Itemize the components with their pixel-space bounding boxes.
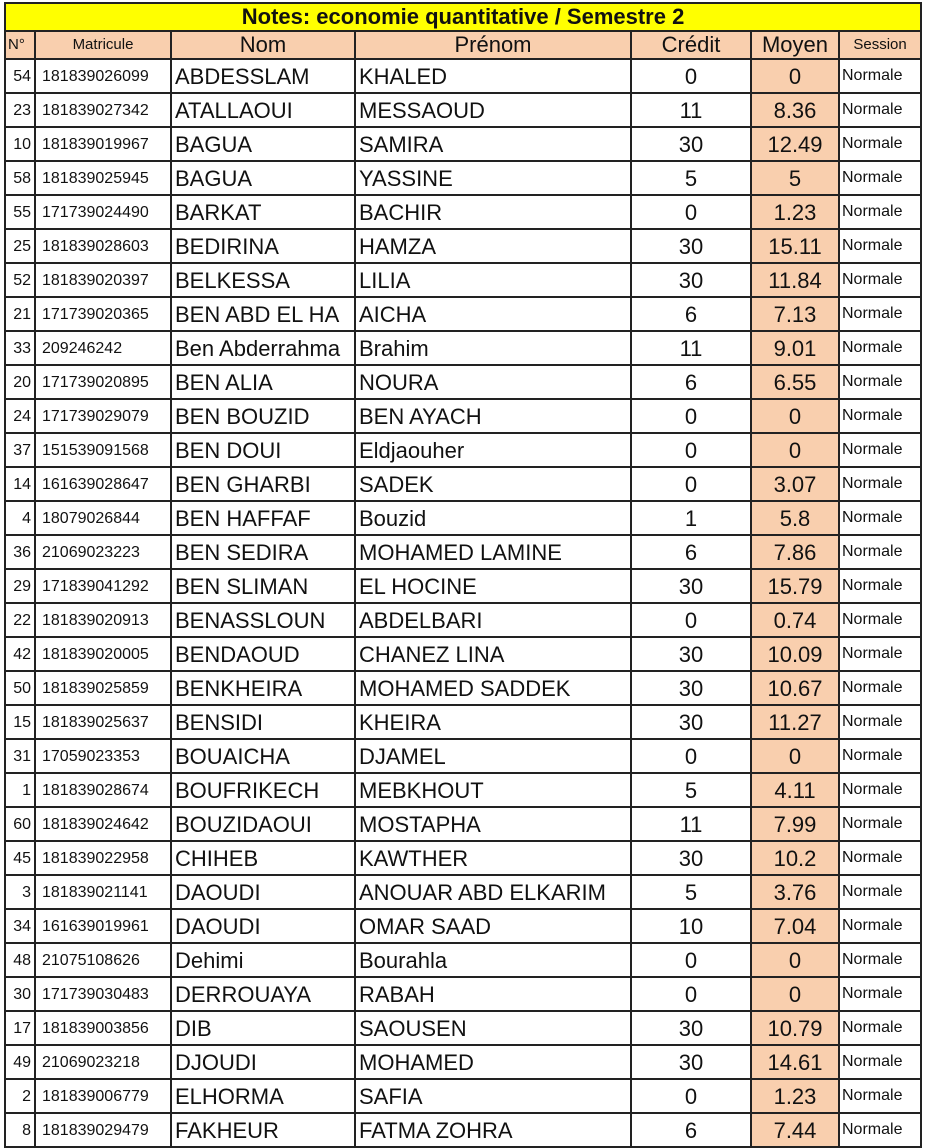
cell-nom: DERROUAYA xyxy=(171,977,355,1011)
cell-matricule: 181839006779 xyxy=(35,1079,171,1113)
cell-moyen: 15.79 xyxy=(751,569,839,603)
table-row xyxy=(5,297,921,331)
cell-nom: DAOUDI xyxy=(171,875,355,909)
cell-moyen: 0 xyxy=(751,399,839,433)
cell-prenom: OMAR SAAD xyxy=(355,909,631,943)
cell-prenom: FATMA ZOHRA xyxy=(355,1113,631,1147)
cell-matricule: 171739024490 xyxy=(35,195,171,229)
cell-session: Normale xyxy=(839,603,921,637)
header-credit: Crédit xyxy=(631,31,751,59)
table-row xyxy=(5,909,921,943)
table-row xyxy=(5,1079,921,1113)
cell-nom: ATALLAOUI xyxy=(171,93,355,127)
cell-nom: BENDAOUD xyxy=(171,637,355,671)
cell-nom: BEN BOUZID xyxy=(171,399,355,433)
sheet-title: Notes: economie quantitative / Semestre 2 xyxy=(5,3,921,31)
cell-credit: 0 xyxy=(631,195,751,229)
cell-session: Normale xyxy=(839,739,921,773)
cell-moyen: 0 xyxy=(751,739,839,773)
cell-nom: ELHORMA xyxy=(171,1079,355,1113)
cell-prenom: AICHA xyxy=(355,297,631,331)
cell-matricule: 181839029479 xyxy=(35,1113,171,1147)
cell-session: Normale xyxy=(839,943,921,977)
table-row xyxy=(5,195,921,229)
cell-nom: BEN GHARBI xyxy=(171,467,355,501)
cell-num: 22 xyxy=(5,603,35,637)
cell-moyen: 10.79 xyxy=(751,1011,839,1045)
cell-prenom: ABDELBARI xyxy=(355,603,631,637)
table-row xyxy=(5,161,921,195)
cell-session: Normale xyxy=(839,297,921,331)
cell-nom: BOUFRIKECH xyxy=(171,773,355,807)
cell-prenom: RABAH xyxy=(355,977,631,1011)
cell-nom: BENKHEIRA xyxy=(171,671,355,705)
cell-matricule: 171839041292 xyxy=(35,569,171,603)
cell-session: Normale xyxy=(839,59,921,93)
cell-num: 2 xyxy=(5,1079,35,1113)
cell-num: 37 xyxy=(5,433,35,467)
cell-credit: 10 xyxy=(631,909,751,943)
table-row xyxy=(5,705,921,739)
cell-nom: DAOUDI xyxy=(171,909,355,943)
cell-credit: 30 xyxy=(631,1045,751,1079)
cell-session: Normale xyxy=(839,909,921,943)
cell-credit: 11 xyxy=(631,807,751,841)
cell-matricule: 21069023223 xyxy=(35,535,171,569)
cell-session: Normale xyxy=(839,807,921,841)
cell-nom: BELKESSA xyxy=(171,263,355,297)
cell-nom: BEN SLIMAN xyxy=(171,569,355,603)
cell-credit: 0 xyxy=(631,59,751,93)
cell-moyen: 7.04 xyxy=(751,909,839,943)
cell-prenom: MOHAMED SADDEK xyxy=(355,671,631,705)
cell-nom: Dehimi xyxy=(171,943,355,977)
cell-matricule: 181839025859 xyxy=(35,671,171,705)
cell-prenom: MOHAMED xyxy=(355,1045,631,1079)
table-row xyxy=(5,637,921,671)
cell-nom: BOUAICHA xyxy=(171,739,355,773)
cell-matricule: 181839003856 xyxy=(35,1011,171,1045)
cell-credit: 30 xyxy=(631,637,751,671)
cell-matricule: 171739020895 xyxy=(35,365,171,399)
cell-matricule: 171739030483 xyxy=(35,977,171,1011)
cell-prenom: KHALED xyxy=(355,59,631,93)
cell-matricule: 18079026844 xyxy=(35,501,171,535)
cell-num: 34 xyxy=(5,909,35,943)
cell-credit: 0 xyxy=(631,977,751,1011)
table-row xyxy=(5,977,921,1011)
cell-nom: BEN SEDIRA xyxy=(171,535,355,569)
cell-credit: 0 xyxy=(631,943,751,977)
table-row xyxy=(5,501,921,535)
cell-matricule: 171739020365 xyxy=(35,297,171,331)
cell-credit: 0 xyxy=(631,739,751,773)
cell-credit: 1 xyxy=(631,501,751,535)
cell-session: Normale xyxy=(839,875,921,909)
cell-prenom: SADEK xyxy=(355,467,631,501)
cell-num: 50 xyxy=(5,671,35,705)
cell-matricule: 171739029079 xyxy=(35,399,171,433)
cell-prenom: KHEIRA xyxy=(355,705,631,739)
cell-num: 45 xyxy=(5,841,35,875)
cell-num: 10 xyxy=(5,127,35,161)
cell-nom: BAGUA xyxy=(171,127,355,161)
cell-prenom: MOSTAPHA xyxy=(355,807,631,841)
cell-matricule: 181839019967 xyxy=(35,127,171,161)
cell-num: 52 xyxy=(5,263,35,297)
cell-credit: 30 xyxy=(631,569,751,603)
cell-num: 33 xyxy=(5,331,35,365)
cell-moyen: 4.11 xyxy=(751,773,839,807)
header-prenom: Prénom xyxy=(355,31,631,59)
cell-prenom: HAMZA xyxy=(355,229,631,263)
cell-num: 48 xyxy=(5,943,35,977)
cell-session: Normale xyxy=(839,977,921,1011)
cell-matricule: 151539091568 xyxy=(35,433,171,467)
cell-num: 30 xyxy=(5,977,35,1011)
cell-prenom: NOURA xyxy=(355,365,631,399)
cell-moyen: 0 xyxy=(751,977,839,1011)
cell-prenom: Bouzid xyxy=(355,501,631,535)
cell-session: Normale xyxy=(839,433,921,467)
cell-prenom: DJAMEL xyxy=(355,739,631,773)
cell-credit: 5 xyxy=(631,875,751,909)
cell-matricule: 181839020913 xyxy=(35,603,171,637)
cell-nom: BENASSLOUN xyxy=(171,603,355,637)
cell-prenom: CHANEZ LINA xyxy=(355,637,631,671)
cell-session: Normale xyxy=(839,569,921,603)
cell-prenom: SAMIRA xyxy=(355,127,631,161)
table-row xyxy=(5,807,921,841)
table-row xyxy=(5,875,921,909)
cell-nom: BEN ABD EL HA xyxy=(171,297,355,331)
cell-session: Normale xyxy=(839,1011,921,1045)
cell-nom: DIB xyxy=(171,1011,355,1045)
cell-session: Normale xyxy=(839,93,921,127)
table-row xyxy=(5,773,921,807)
table-row xyxy=(5,671,921,705)
table-row xyxy=(5,399,921,433)
cell-session: Normale xyxy=(839,671,921,705)
cell-moyen: 15.11 xyxy=(751,229,839,263)
table-row xyxy=(5,841,921,875)
cell-nom: BEN HAFFAF xyxy=(171,501,355,535)
cell-session: Normale xyxy=(839,841,921,875)
cell-prenom: Bourahla xyxy=(355,943,631,977)
cell-session: Normale xyxy=(839,365,921,399)
header-matricule: Matricule xyxy=(35,31,171,59)
cell-nom: BOUZIDAOUI xyxy=(171,807,355,841)
cell-num: 42 xyxy=(5,637,35,671)
cell-moyen: 10.2 xyxy=(751,841,839,875)
cell-moyen: 9.01 xyxy=(751,331,839,365)
cell-credit: 11 xyxy=(631,331,751,365)
table-row xyxy=(5,127,921,161)
cell-num: 23 xyxy=(5,93,35,127)
cell-prenom: SAOUSEN xyxy=(355,1011,631,1045)
cell-credit: 30 xyxy=(631,705,751,739)
table-row xyxy=(5,263,921,297)
table-row xyxy=(5,331,921,365)
cell-session: Normale xyxy=(839,637,921,671)
cell-moyen: 7.44 xyxy=(751,1113,839,1147)
grades-table xyxy=(4,2,922,1148)
cell-num: 24 xyxy=(5,399,35,433)
cell-moyen: 14.61 xyxy=(751,1045,839,1079)
cell-nom: BEDIRINA xyxy=(171,229,355,263)
cell-session: Normale xyxy=(839,263,921,297)
cell-moyen: 3.76 xyxy=(751,875,839,909)
cell-num: 3 xyxy=(5,875,35,909)
cell-credit: 30 xyxy=(631,229,751,263)
cell-prenom: MOHAMED LAMINE xyxy=(355,535,631,569)
cell-session: Normale xyxy=(839,229,921,263)
cell-prenom: LILIA xyxy=(355,263,631,297)
cell-session: Normale xyxy=(839,1079,921,1113)
cell-num: 17 xyxy=(5,1011,35,1045)
cell-matricule: 21069023218 xyxy=(35,1045,171,1079)
cell-credit: 11 xyxy=(631,93,751,127)
cell-credit: 5 xyxy=(631,773,751,807)
table-row xyxy=(5,93,921,127)
cell-prenom: Brahim xyxy=(355,331,631,365)
header-session: Session xyxy=(839,31,921,59)
cell-prenom: YASSINE xyxy=(355,161,631,195)
cell-nom: CHIHEB xyxy=(171,841,355,875)
cell-credit: 30 xyxy=(631,841,751,875)
table-row xyxy=(5,739,921,773)
cell-moyen: 8.36 xyxy=(751,93,839,127)
cell-nom: BARKAT xyxy=(171,195,355,229)
header-nom: Nom xyxy=(171,31,355,59)
cell-credit: 0 xyxy=(631,603,751,637)
cell-num: 60 xyxy=(5,807,35,841)
cell-credit: 6 xyxy=(631,365,751,399)
cell-prenom: EL HOCINE xyxy=(355,569,631,603)
cell-credit: 6 xyxy=(631,297,751,331)
cell-matricule: 21075108626 xyxy=(35,943,171,977)
cell-session: Normale xyxy=(839,331,921,365)
table-row xyxy=(5,1113,921,1147)
cell-credit: 30 xyxy=(631,671,751,705)
cell-moyen: 0.74 xyxy=(751,603,839,637)
cell-moyen: 5 xyxy=(751,161,839,195)
cell-credit: 0 xyxy=(631,399,751,433)
cell-credit: 30 xyxy=(631,1011,751,1045)
cell-moyen: 11.27 xyxy=(751,705,839,739)
cell-session: Normale xyxy=(839,535,921,569)
cell-nom: DJOUDI xyxy=(171,1045,355,1079)
cell-num: 15 xyxy=(5,705,35,739)
cell-matricule: 181839025945 xyxy=(35,161,171,195)
cell-session: Normale xyxy=(839,467,921,501)
table-row xyxy=(5,535,921,569)
cell-num: 31 xyxy=(5,739,35,773)
cell-matricule: 181839024642 xyxy=(35,807,171,841)
table-row xyxy=(5,603,921,637)
cell-session: Normale xyxy=(839,501,921,535)
cell-num: 25 xyxy=(5,229,35,263)
title-row xyxy=(5,3,921,31)
cell-credit: 0 xyxy=(631,433,751,467)
cell-matricule: 181839028603 xyxy=(35,229,171,263)
cell-session: Normale xyxy=(839,195,921,229)
cell-session: Normale xyxy=(839,161,921,195)
cell-prenom: MESSAOUD xyxy=(355,93,631,127)
table-row xyxy=(5,433,921,467)
cell-num: 54 xyxy=(5,59,35,93)
cell-session: Normale xyxy=(839,1113,921,1147)
cell-prenom: SAFIA xyxy=(355,1079,631,1113)
cell-matricule: 161639019961 xyxy=(35,909,171,943)
cell-matricule: 181839020005 xyxy=(35,637,171,671)
cell-num: 14 xyxy=(5,467,35,501)
cell-nom: ABDESSLAM xyxy=(171,59,355,93)
cell-moyen: 0 xyxy=(751,59,839,93)
cell-num: 8 xyxy=(5,1113,35,1147)
header-num: N° xyxy=(5,31,35,59)
header-moyen: Moyen xyxy=(751,31,839,59)
cell-moyen: 0 xyxy=(751,943,839,977)
cell-prenom: Eldjaouher xyxy=(355,433,631,467)
table-row xyxy=(5,59,921,93)
cell-num: 58 xyxy=(5,161,35,195)
cell-prenom: BEN AYACH xyxy=(355,399,631,433)
cell-num: 55 xyxy=(5,195,35,229)
cell-credit: 30 xyxy=(631,127,751,161)
table-row xyxy=(5,1045,921,1079)
cell-moyen: 3.07 xyxy=(751,467,839,501)
cell-matricule: 17059023353 xyxy=(35,739,171,773)
table-row xyxy=(5,365,921,399)
cell-matricule: 181839025637 xyxy=(35,705,171,739)
table-row xyxy=(5,569,921,603)
cell-matricule: 181839026099 xyxy=(35,59,171,93)
cell-nom: Ben Abderrahma xyxy=(171,331,355,365)
cell-credit: 6 xyxy=(631,535,751,569)
cell-num: 29 xyxy=(5,569,35,603)
cell-nom: BEN DOUI xyxy=(171,433,355,467)
cell-moyen: 1.23 xyxy=(751,195,839,229)
cell-matricule: 181839027342 xyxy=(35,93,171,127)
cell-nom: BAGUA xyxy=(171,161,355,195)
cell-moyen: 7.99 xyxy=(751,807,839,841)
cell-matricule: 209246242 xyxy=(35,331,171,365)
table-row xyxy=(5,1011,921,1045)
cell-prenom: BACHIR xyxy=(355,195,631,229)
cell-num: 1 xyxy=(5,773,35,807)
cell-credit: 0 xyxy=(631,467,751,501)
cell-moyen: 7.86 xyxy=(751,535,839,569)
cell-num: 20 xyxy=(5,365,35,399)
cell-moyen: 1.23 xyxy=(751,1079,839,1113)
cell-session: Normale xyxy=(839,773,921,807)
cell-nom: BEN ALIA xyxy=(171,365,355,399)
cell-num: 21 xyxy=(5,297,35,331)
header-row xyxy=(5,31,921,59)
cell-nom: FAKHEUR xyxy=(171,1113,355,1147)
cell-moyen: 0 xyxy=(751,433,839,467)
cell-num: 36 xyxy=(5,535,35,569)
cell-session: Normale xyxy=(839,399,921,433)
cell-credit: 0 xyxy=(631,1079,751,1113)
table-row xyxy=(5,229,921,263)
cell-moyen: 10.09 xyxy=(751,637,839,671)
table-row xyxy=(5,943,921,977)
cell-moyen: 5.8 xyxy=(751,501,839,535)
cell-prenom: MEBKHOUT xyxy=(355,773,631,807)
cell-credit: 30 xyxy=(631,263,751,297)
cell-moyen: 11.84 xyxy=(751,263,839,297)
cell-matricule: 181839020397 xyxy=(35,263,171,297)
cell-matricule: 181839028674 xyxy=(35,773,171,807)
cell-moyen: 7.13 xyxy=(751,297,839,331)
cell-matricule: 181839022958 xyxy=(35,841,171,875)
cell-moyen: 6.55 xyxy=(751,365,839,399)
cell-num: 4 xyxy=(5,501,35,535)
cell-credit: 6 xyxy=(631,1113,751,1147)
cell-session: Normale xyxy=(839,127,921,161)
cell-matricule: 161639028647 xyxy=(35,467,171,501)
cell-session: Normale xyxy=(839,705,921,739)
cell-num: 49 xyxy=(5,1045,35,1079)
cell-prenom: KAWTHER xyxy=(355,841,631,875)
cell-moyen: 10.67 xyxy=(751,671,839,705)
cell-session: Normale xyxy=(839,1045,921,1079)
cell-credit: 5 xyxy=(631,161,751,195)
table-row xyxy=(5,467,921,501)
cell-moyen: 12.49 xyxy=(751,127,839,161)
cell-matricule: 181839021141 xyxy=(35,875,171,909)
cell-nom: BENSIDI xyxy=(171,705,355,739)
cell-prenom: ANOUAR ABD ELKARIM xyxy=(355,875,631,909)
